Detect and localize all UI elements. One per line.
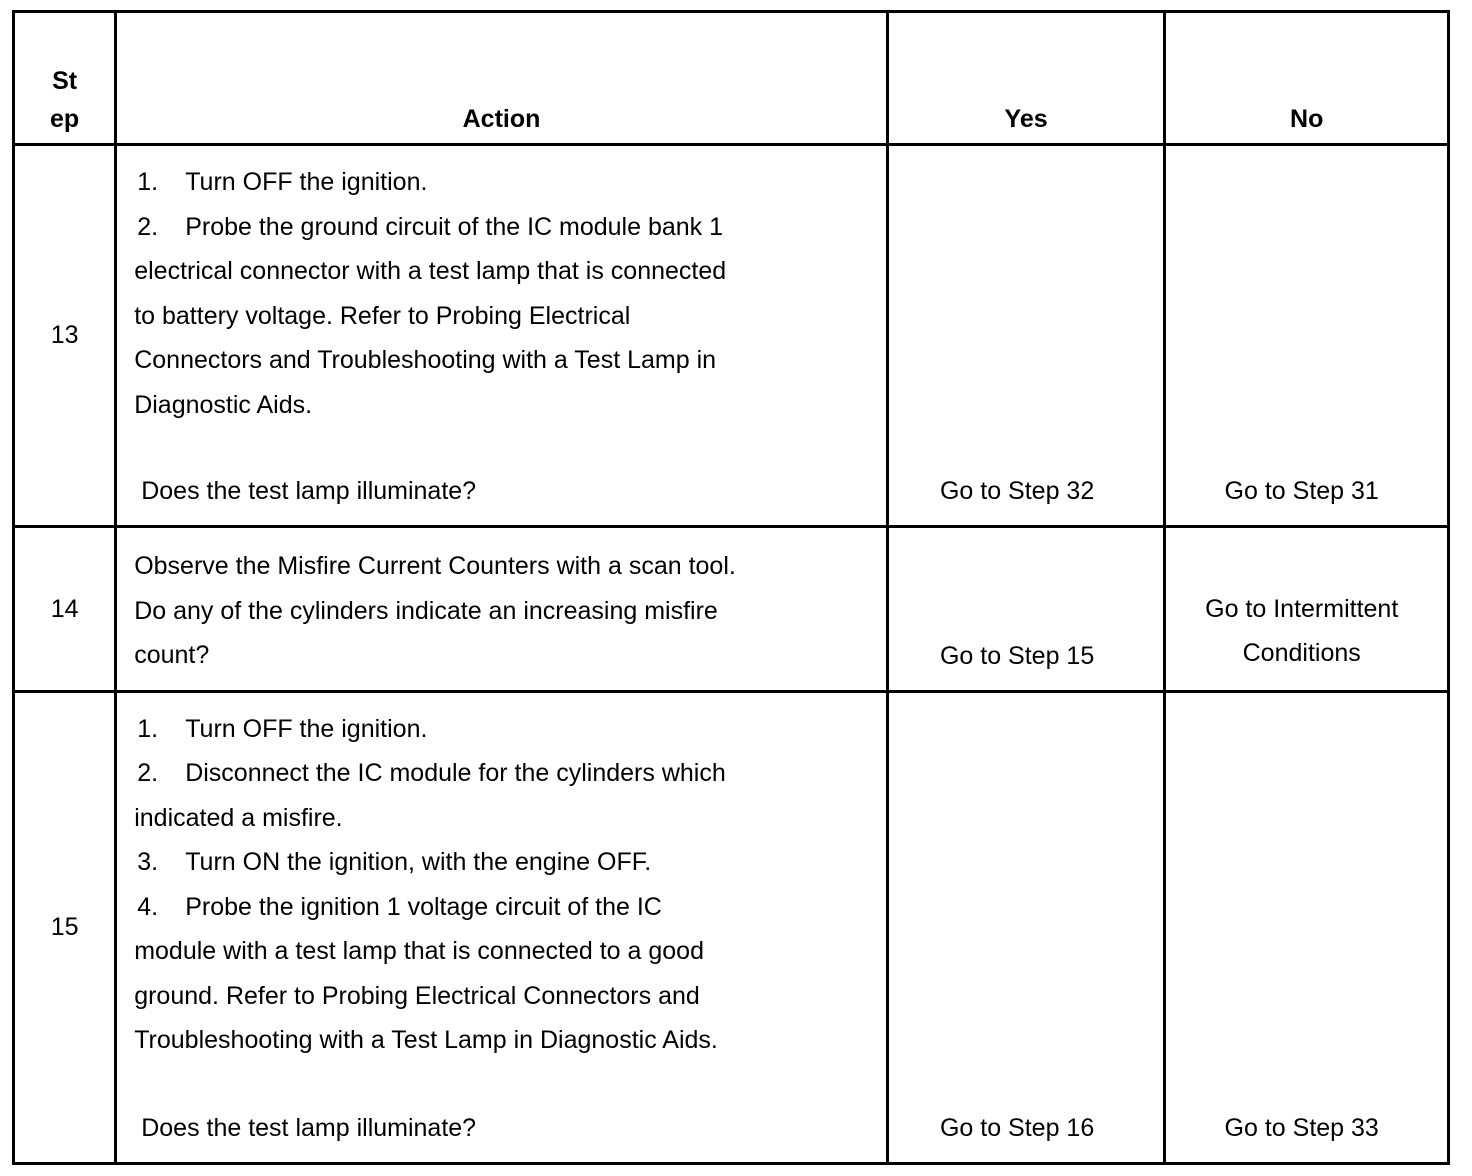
yes-result: Go to Step 15 [939,641,1095,670]
table-row [14,527,1449,691]
question-text: Does the test lamp illuminate? [141,1114,477,1142]
list-item: 1. Turn OFF the ignition. [137,168,428,197]
action-text: Diagnostic Aids. [134,390,313,419]
action-text: Observe the Misfire Current Counters with a scan tool. [134,552,736,581]
no-result: Go to Intermittent Conditions [1205,594,1399,668]
yes-result: Go to Step 16 [939,1114,1095,1142]
action-cell [116,691,888,1163]
no-cell [1165,691,1449,1163]
header-step: St ep [14,12,116,145]
table-row [14,145,1449,527]
action-cell [116,527,888,691]
action-text: Troubleshooting with a Test Lamp in Diagnostic Aids. [134,1026,718,1055]
header-no: No [1165,12,1449,145]
list-item: 2. Probe the ground circuit of the IC module bank 1 [137,212,724,241]
action-text: module with a test lamp that is connected to a good [134,937,704,966]
header-row [14,12,1449,145]
no-cell [1165,145,1449,527]
action-text: count? [134,641,210,670]
list-item: 3. Turn ON the ignition, with the engine OFF. [137,848,652,877]
question-text: Does the test lamp illuminate? [141,477,477,506]
action-cell [116,145,888,527]
header-action: Action [116,12,888,145]
table-row [14,691,1449,1163]
action-text: indicated a misfire. [134,803,343,832]
action-text: Connectors and Troubleshooting with a Test Lamp in [134,346,717,375]
step-number: 13 [14,145,116,527]
action-text: Do any of the cylinders indicate an increasing misfire [134,596,718,625]
no-cell [1165,527,1449,691]
action-text: electrical connector with a test lamp that is connected [134,257,727,286]
no-result: Go to Step 33 [1224,1114,1379,1142]
step-number: 15 [14,691,116,1163]
yes-cell [887,527,1165,691]
diagnostic-table [12,10,1450,1165]
yes-cell [887,145,1165,527]
yes-result: Go to Step 32 [939,477,1095,506]
yes-cell [887,691,1165,1163]
action-text: to battery voltage. Refer to Probing Electrical [134,301,631,330]
no-result: Go to Step 31 [1224,477,1379,506]
header-yes: Yes [887,12,1165,145]
list-item: 1. Turn OFF the ignition. [137,714,428,743]
list-item: 2. Disconnect the IC module for the cylinders which [137,759,726,788]
step-number: 14 [14,527,116,691]
list-item: 4. Probe the ignition 1 voltage circuit of the IC [137,892,662,921]
action-text: ground. Refer to Probing Electrical Connectors and [134,981,700,1010]
